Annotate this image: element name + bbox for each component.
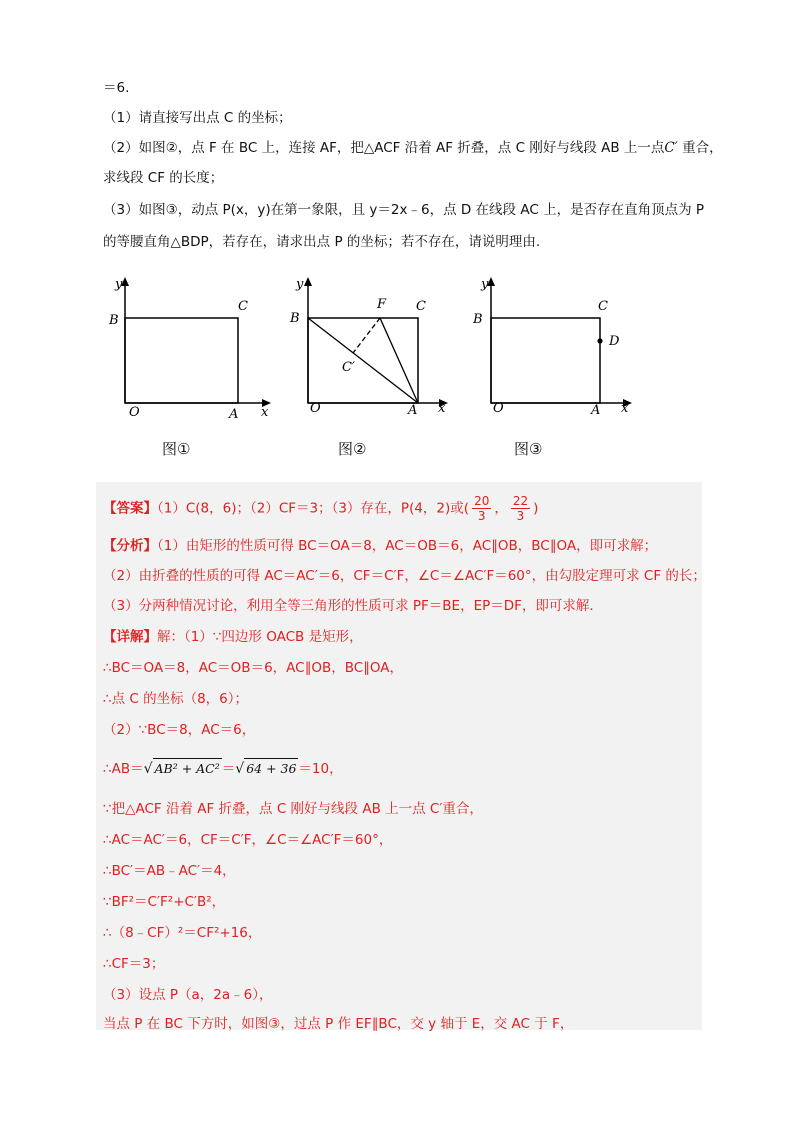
fig2-f-label: F bbox=[377, 297, 387, 312]
question-part-1: （1）请直接写出点 C 的坐标； bbox=[103, 110, 292, 126]
fig3-c-label: C bbox=[598, 299, 608, 314]
answer-end: ) bbox=[533, 500, 539, 517]
detail-line-1 bbox=[103, 627, 363, 647]
fig1-x-label: x bbox=[261, 405, 269, 420]
question-line-0: ＝6. bbox=[103, 80, 130, 96]
fig3-b-label: B bbox=[473, 312, 483, 327]
figure-1-caption: 图① bbox=[162, 440, 191, 458]
detail-line-7: ∴AC＝AC′＝6，CF＝C′F，∠C＝∠AC′F＝60°， bbox=[103, 832, 393, 848]
answer-separator: ， bbox=[494, 500, 508, 517]
fig2-a-label: A bbox=[408, 403, 418, 418]
sqrt-sign: √ bbox=[143, 761, 153, 777]
answer-panel bbox=[96, 482, 702, 1030]
fig2-o-label: O bbox=[310, 401, 321, 416]
analysis-tag: 【分析】 bbox=[103, 538, 157, 554]
detail-line-2: ∴BC＝OA＝8，AC＝OB＝6，AC∥OB，BC∥OA， bbox=[103, 660, 404, 676]
detail-line-6: ∵把△ACF 沿着 AF 折叠，点 C 刚好与线段 AB 上一点 C′重合， bbox=[103, 801, 483, 817]
fig2-cprime-label: C′ bbox=[342, 360, 355, 375]
figure-2 bbox=[288, 270, 458, 424]
question-part-3-cont: 的等腰直角△BDP，若存在，请求出点 P 的坐标；若不存在，请说明理由. bbox=[103, 234, 541, 250]
answer-line bbox=[103, 494, 538, 523]
question-part-2-cont: 求线段 CF 的长度； bbox=[103, 170, 224, 186]
fraction-20-3 bbox=[472, 494, 491, 523]
detail-line-9: ∵BF²＝C′F²+C′B²， bbox=[103, 894, 226, 910]
detail-line-13: 当点 P 在 BC 下方时，如图③，过点 P 作 EF∥BC，交 y 轴于 E，交 AC 于 F， bbox=[103, 1016, 574, 1032]
question-part-2-text: （2）如图②，点 F 在 BC 上，连接 AF，把△ACF 沿着 AF 折叠，点 C 刚好与线段 AB 上一点 bbox=[103, 140, 665, 156]
fig2-b-label: B bbox=[290, 311, 300, 326]
fig3-o-label: O bbox=[493, 401, 504, 416]
question-part-3: （3）如图③，动点 P(x，y)在第一象限，且 y＝2x﹣6，点 D 在线段 AC 上，是否存在直角顶点为 P bbox=[103, 202, 704, 218]
detail-text-1: 解：（1）∵四边形 OACB 是矩形， bbox=[157, 629, 363, 645]
detail-text-5b: ＝10， bbox=[298, 761, 343, 777]
fig2-c-label: C bbox=[416, 299, 426, 314]
fig3-x-label: x bbox=[621, 401, 629, 416]
fig1-c-label: C bbox=[238, 299, 248, 314]
analysis-text-1: （1）由矩形的性质可得 BC＝OA＝8，AC＝OB＝6，AC∥OB，BC∥OA，即可求解； bbox=[157, 538, 658, 554]
sqrt-sign: √ bbox=[235, 761, 245, 777]
analysis-line-2: （2）由折叠的性质的可得 AC＝AC′＝6，CF＝C′F，∠C＝∠AC′F＝60°，由勾股定理可求 CF 的长； bbox=[103, 568, 706, 584]
question-part-2 bbox=[103, 138, 723, 158]
detail-text-5a: ∴AB＝ bbox=[103, 761, 144, 777]
detail-line-11: ∴CF＝3； bbox=[103, 956, 165, 972]
fig2-y-label: y bbox=[296, 277, 304, 292]
fig1-b-label: B bbox=[109, 313, 119, 328]
detail-line-8: ∴BC′＝AB﹣AC′＝4， bbox=[103, 863, 236, 879]
figure-1 bbox=[105, 270, 275, 424]
sqrt-radicand-1: AB² + AC² bbox=[153, 758, 222, 779]
fig1-y-label: y bbox=[115, 277, 123, 292]
figure-3-caption: 图③ bbox=[514, 440, 543, 458]
fig3-d-label: D bbox=[609, 334, 620, 349]
detail-line-3: ∴点 C 的坐标（8，6）； bbox=[103, 691, 249, 707]
answer-tag: 【答案】 bbox=[103, 500, 157, 517]
detail-line-5 bbox=[103, 758, 343, 779]
question-part-2-end: 重合， bbox=[677, 140, 723, 156]
sqrt-radicand-2: 64 + 36 bbox=[244, 758, 298, 779]
fig3-y-label: y bbox=[481, 277, 489, 292]
fraction-denominator: 3 bbox=[516, 509, 525, 523]
c-prime-symbol: C′ bbox=[664, 140, 678, 156]
analysis-line-3: （3）分两种情况讨论，利用全等三角形的性质可求 PF＝BE，EP＝DF，即可求解. bbox=[103, 598, 594, 614]
fraction-numerator: 22 bbox=[512, 494, 529, 508]
answer-text: （1）C(8，6)；（2）CF＝3；（3）存在，P(4，2)或( bbox=[157, 500, 470, 517]
fig3-a-label: A bbox=[591, 403, 601, 418]
fraction-denominator: 3 bbox=[477, 509, 486, 523]
fraction-22-3 bbox=[511, 494, 530, 523]
fraction-numerator: 20 bbox=[474, 494, 490, 508]
detail-line-12: （3）设点 P（a，2a﹣6）， bbox=[103, 987, 273, 1003]
detail-line-4: （2）∵BC＝8，AC＝6， bbox=[103, 722, 256, 738]
analysis-line-1 bbox=[103, 536, 657, 556]
figure-2-caption: 图② bbox=[338, 440, 367, 458]
detail-tag: 【详解】 bbox=[103, 629, 157, 645]
figure-3 bbox=[471, 270, 641, 424]
fig1-a-label: A bbox=[229, 407, 239, 420]
detail-equals: ＝ bbox=[221, 761, 236, 777]
fig2-x-label: x bbox=[438, 401, 446, 416]
fig1-o-label: O bbox=[129, 405, 140, 420]
detail-line-10: ∴（8﹣CF）²＝CF²+16， bbox=[103, 925, 262, 941]
